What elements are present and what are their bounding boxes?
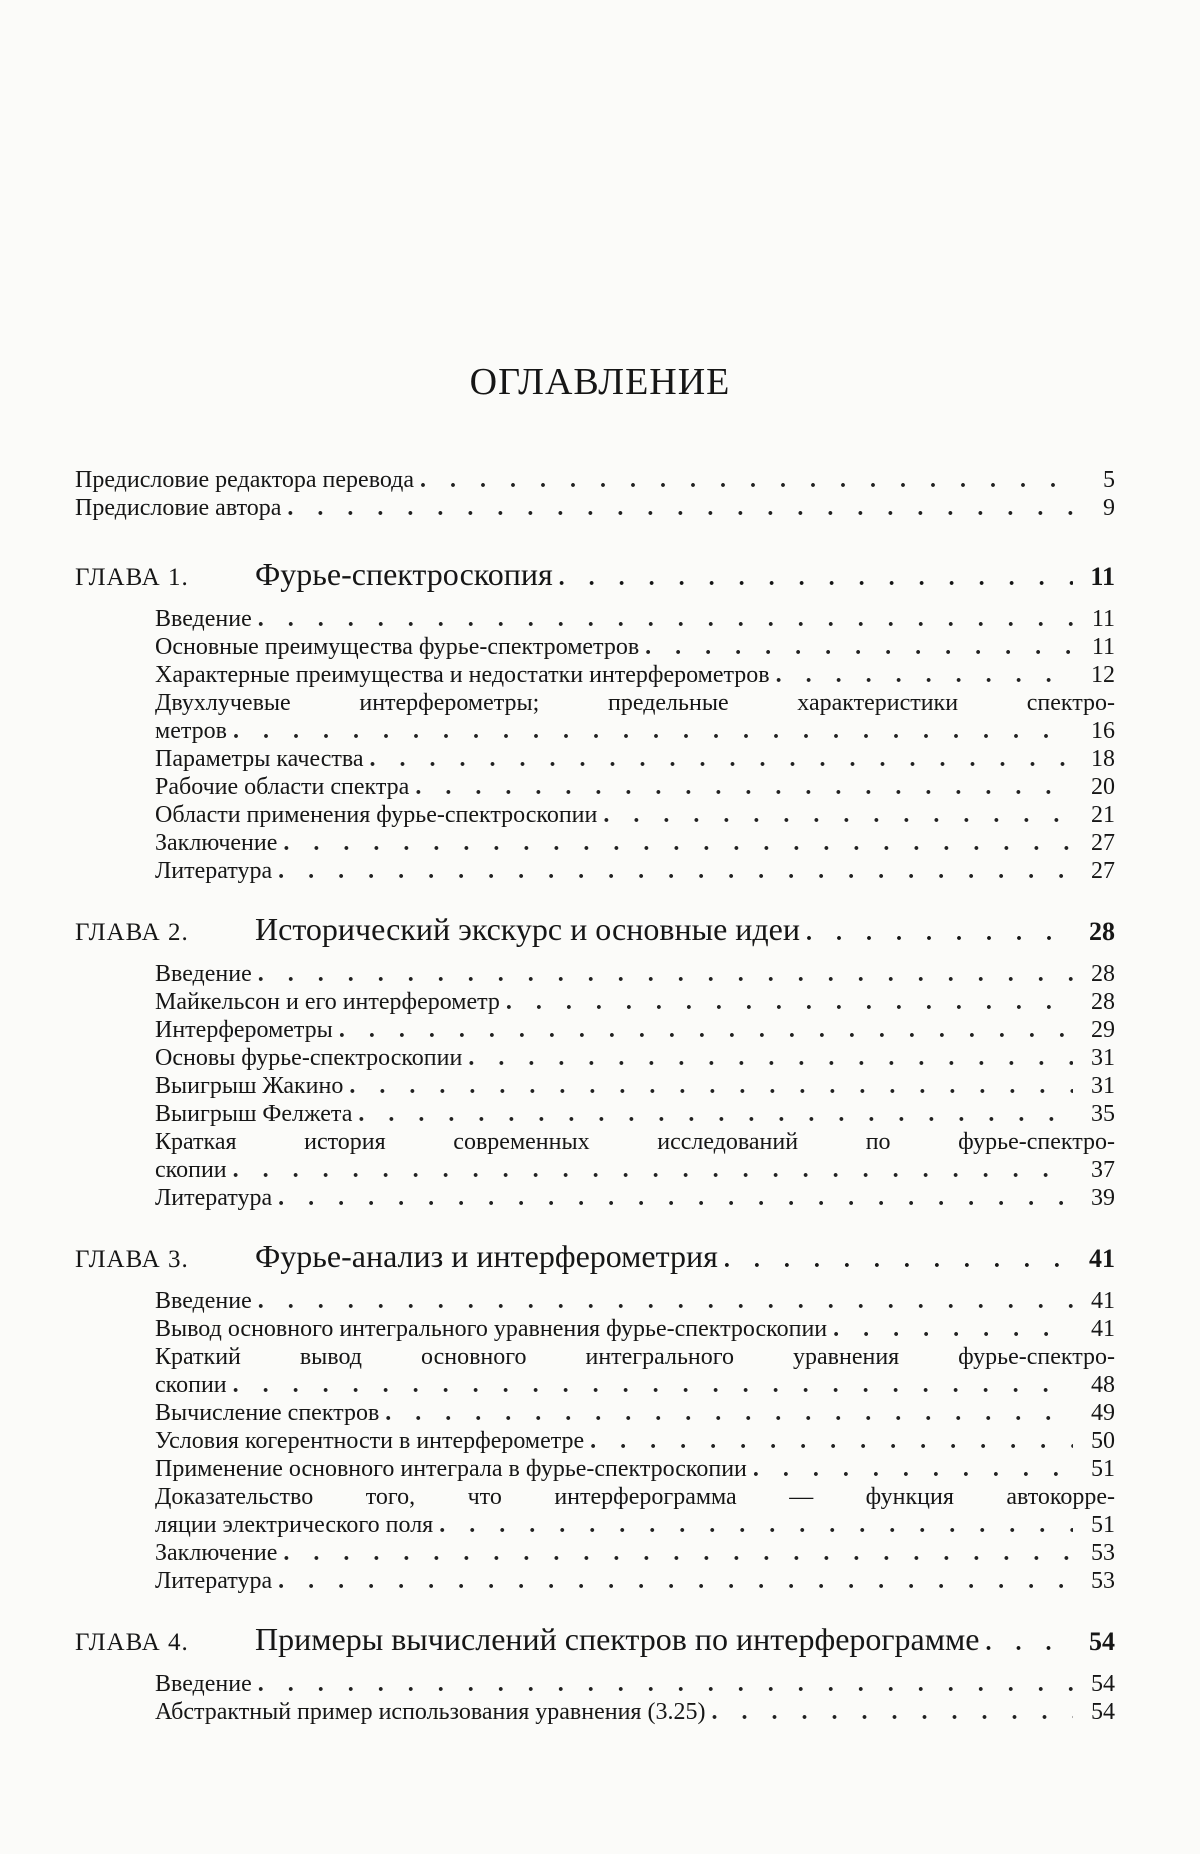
entry-text: Выигрыш Фелжета (155, 1101, 353, 1127)
page-number: 12 (1091, 662, 1115, 688)
dot-leader (233, 1371, 1073, 1399)
entry-text: Введение (155, 606, 252, 632)
chapter-label: ГЛАВА 4. (75, 1629, 189, 1656)
toc-row (155, 1539, 1115, 1567)
entry-text: метров (155, 718, 227, 744)
chapter-heading (75, 911, 1115, 948)
toc-row (155, 773, 1115, 801)
dot-leader (711, 1698, 1073, 1726)
page-number: 29 (1091, 1017, 1115, 1043)
entry-text: Введение (155, 1288, 252, 1314)
page-number: 53 (1091, 1540, 1115, 1566)
dot-leader (724, 1247, 1073, 1274)
toc-row (155, 829, 1115, 857)
page-number: 35 (1091, 1101, 1115, 1127)
page-number: 53 (1091, 1568, 1115, 1594)
toc-row (155, 1100, 1115, 1128)
chapter-entries (75, 960, 1115, 1212)
chapter-heading (75, 556, 1115, 593)
page-number: 37 (1091, 1157, 1115, 1183)
dot-leader (776, 661, 1073, 689)
dot-leader (283, 1539, 1073, 1567)
entry-text-line1: Краткий вывод основного интегрального уравнения фурье-спектро- (155, 1344, 1115, 1370)
toc-entry (75, 466, 1115, 494)
page-number: 28 (1091, 961, 1115, 987)
toc-row (155, 1371, 1115, 1399)
page-number: 31 (1091, 1045, 1115, 1071)
page-number: 5 (1103, 467, 1115, 493)
page-number: 41 (1089, 1244, 1115, 1273)
chapter-label: ГЛАВА 3. (75, 1246, 189, 1273)
dot-leader (506, 988, 1073, 1016)
toc-entry (155, 773, 1115, 801)
page-number: 28 (1089, 917, 1115, 946)
entry-text: Применение основного интеграла в фурье-спектроскопии (155, 1456, 747, 1482)
page-number: 51 (1091, 1512, 1115, 1538)
toc-entry (155, 661, 1115, 689)
toc-entry (155, 1100, 1115, 1128)
chapter-section (75, 556, 1115, 885)
entry-text-line1: Доказательство того, что интерферограмма — функция автокорре- (155, 1484, 1115, 1510)
toc-entry (75, 494, 1115, 522)
toc-entry (155, 1072, 1115, 1100)
toc-row (155, 605, 1115, 633)
toc-entry (155, 829, 1115, 857)
toc-entry (155, 1184, 1115, 1212)
toc-entry (155, 857, 1115, 885)
chapter-label: ГЛАВА 1. (75, 564, 189, 591)
dot-leader (339, 1016, 1073, 1044)
dot-leader (258, 605, 1073, 633)
entry-text-line1: Краткая история современных исследований по фурье-спектро- (155, 1129, 1115, 1155)
toc-row (155, 857, 1115, 885)
toc-entry (155, 1128, 1115, 1184)
dot-leader (358, 1100, 1073, 1128)
chapter-name: Примеры вычислений спектров по интерферограмме (255, 1621, 980, 1657)
chapter-name: Фурье-спектроскопия (255, 556, 553, 592)
entry-text: Характерные преимущества и недостатки интерферометров (155, 662, 770, 688)
entry-text: Введение (155, 961, 252, 987)
dot-leader (278, 857, 1073, 885)
entry-text: скопии (155, 1157, 227, 1183)
toc-entry (155, 1455, 1115, 1483)
entry-text: Литература (155, 1185, 273, 1211)
page-number: 18 (1091, 746, 1115, 772)
toc-row (155, 1315, 1115, 1343)
toc-entry (155, 960, 1115, 988)
dot-leader (283, 829, 1073, 857)
page-number: 54 (1091, 1671, 1115, 1697)
dot-leader (385, 1399, 1073, 1427)
toc-row (155, 717, 1115, 745)
chapter-name: Фурье-анализ и интерферометрия (255, 1238, 718, 1274)
toc-row (155, 1016, 1115, 1044)
page-number: 54 (1091, 1699, 1115, 1725)
dot-leader (439, 1511, 1073, 1539)
chapter-entries (75, 605, 1115, 885)
page-number: 49 (1091, 1400, 1115, 1426)
toc-row (155, 661, 1115, 689)
entry-text: Введение (155, 1671, 252, 1697)
chapter-name: Исторический экскурс и основные идеи (255, 911, 800, 947)
page-number: 21 (1091, 802, 1115, 828)
toc-entry (155, 605, 1115, 633)
entry-text: Основные преимущества фурье-спектрометров (155, 634, 640, 660)
toc-entry (155, 689, 1115, 745)
chapter-entries (75, 1670, 1115, 1726)
toc-row (155, 1044, 1115, 1072)
chapter-section (75, 911, 1115, 1212)
entry-text: Заключение (155, 830, 278, 856)
toc-row (155, 1698, 1115, 1726)
page-number: 31 (1091, 1073, 1115, 1099)
page-number: 41 (1091, 1316, 1115, 1342)
entry-text: Условия когерентности в интерферометре (155, 1428, 585, 1454)
page-number: 20 (1091, 774, 1115, 800)
toc-entry (155, 1044, 1115, 1072)
entry-text: Интерферометры (155, 1017, 333, 1043)
dot-leader (468, 1044, 1073, 1072)
entry-text: Абстрактный пример использования уравнения (3.25) (155, 1699, 706, 1725)
page-number: 9 (1103, 495, 1115, 521)
toc-entry (155, 633, 1115, 661)
toc-entry (155, 745, 1115, 773)
toc-row (155, 1072, 1115, 1100)
toc-row (75, 494, 1115, 522)
toc-row (155, 960, 1115, 988)
dot-leader (603, 801, 1073, 829)
page-number: 11 (1091, 606, 1115, 632)
toc-entry (155, 1567, 1115, 1595)
entry-text: Области применения фурье-спектроскопии (155, 802, 598, 828)
entry-text: Майкельсон и его интерферометр (155, 989, 500, 1015)
toc-row (155, 745, 1115, 773)
entry-text: ляции электрического поля (155, 1512, 434, 1538)
toc-entry (155, 1427, 1115, 1455)
dot-leader (590, 1427, 1073, 1455)
toc-row (155, 801, 1115, 829)
toc-entry (155, 1670, 1115, 1698)
toc-row (155, 1287, 1115, 1315)
toc-entry (155, 801, 1115, 829)
page-number: 28 (1091, 989, 1115, 1015)
toc-entry (155, 1287, 1115, 1315)
chapter-entries (75, 1287, 1115, 1595)
toc-entry (155, 1483, 1115, 1539)
chapter-heading (75, 1238, 1115, 1275)
dot-leader (287, 494, 1073, 522)
entry-text: Вычисление спектров (155, 1400, 380, 1426)
entry-text: Основы фурье-спектроскопии (155, 1045, 463, 1071)
page-number: 27 (1091, 830, 1115, 856)
toc-row (155, 1670, 1115, 1698)
toc-row (155, 633, 1115, 661)
chapter-heading (75, 1621, 1115, 1658)
entry-text: Заключение (155, 1540, 278, 1566)
entry-text: Выигрыш Жакино (155, 1073, 344, 1099)
toc-entry (155, 1343, 1115, 1399)
toc-row (75, 466, 1115, 494)
dot-leader (233, 717, 1073, 745)
dot-leader (753, 1455, 1073, 1483)
entry-text: Предисловие автора (75, 495, 282, 521)
chapter-section (75, 1238, 1115, 1595)
toc-row (155, 988, 1115, 1016)
page-number: 48 (1091, 1372, 1115, 1398)
chapter-label: ГЛАВА 2. (75, 919, 189, 946)
dot-leader (258, 1287, 1073, 1315)
toc-entry (155, 1016, 1115, 1044)
toc-entry (155, 1399, 1115, 1427)
toc-row (155, 1427, 1115, 1455)
entry-text: Литература (155, 858, 273, 884)
dot-leader (233, 1156, 1073, 1184)
page-number: 39 (1091, 1185, 1115, 1211)
toc-row (155, 1184, 1115, 1212)
page-number: 50 (1091, 1428, 1115, 1454)
entry-text: Вывод основного интегрального уравнения фурье-спектроскопии (155, 1316, 828, 1342)
page-number: 11 (1091, 634, 1115, 660)
page-number: 27 (1091, 858, 1115, 884)
entry-text: Параметры качества (155, 746, 364, 772)
chapter-section (75, 1621, 1115, 1726)
dot-leader (806, 920, 1073, 947)
page-number: 51 (1091, 1456, 1115, 1482)
front-matter (75, 466, 1115, 522)
dot-leader (258, 1670, 1073, 1698)
dot-leader (258, 960, 1073, 988)
page-number: 41 (1091, 1288, 1115, 1314)
dot-leader (559, 565, 1073, 592)
dot-leader (415, 773, 1073, 801)
chapters (75, 530, 1115, 1726)
dot-leader (278, 1184, 1073, 1212)
page-number: 16 (1091, 718, 1115, 744)
toc-entry (155, 1539, 1115, 1567)
toc-entry (155, 988, 1115, 1016)
dot-leader (278, 1567, 1073, 1595)
toc-entry (155, 1698, 1115, 1726)
dot-leader (833, 1315, 1073, 1343)
page-number: 11 (1090, 562, 1115, 591)
dot-leader (420, 466, 1073, 494)
entry-text: Рабочие области спектра (155, 774, 410, 800)
toc-row (155, 1455, 1115, 1483)
dot-leader (645, 633, 1073, 661)
dot-leader (349, 1072, 1073, 1100)
entry-text: скопии (155, 1372, 227, 1398)
dot-leader (985, 1630, 1073, 1657)
toc-row (155, 1399, 1115, 1427)
toc-row (155, 1511, 1115, 1539)
page-number: 54 (1089, 1627, 1115, 1656)
toc-entry (155, 1315, 1115, 1343)
toc-row (155, 1567, 1115, 1595)
toc-row (155, 1156, 1115, 1184)
entry-text-line1: Двухлучевые интерферометры; предельные характеристики спектро- (155, 690, 1115, 716)
toc-title: ОГЛАВЛЕНИЕ (469, 361, 731, 403)
entry-text: Предисловие редактора перевода (75, 467, 415, 493)
dot-leader (370, 745, 1074, 773)
entry-text: Литература (155, 1568, 273, 1594)
